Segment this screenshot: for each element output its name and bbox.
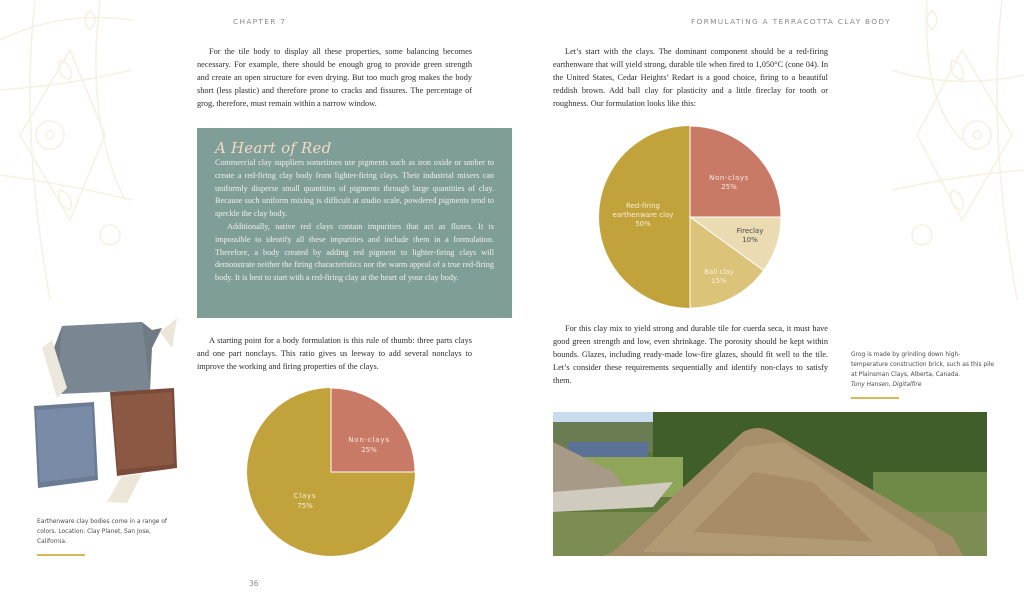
paragraph-text: Let’s start with the clays. The dominant component should be a red-firing earthenware that will yield strong, durable tile when fired to 1,050°C (cone 04). In the United States, Cedar Heights’ Redart is a good choice, firing to a beautiful reddish brown. Add ball clay for plasticity and a little fireclay for tooth or roughness. Our formulation looks like this: <box>553 47 828 108</box>
sidebar-paragraph-2: Additionally, native red clays contain impurities that act as fluxes. It is impossible to identify all these impurities and include them in a formulation. Therefore, a body created by adding red pigment to lighter-firing clays will demonstrate neither the firing characteristics nor the warm appeal of a true red-firing body. It is best to start with a red-firing clay at the heart of your clay body. <box>215 221 494 283</box>
grog-caption <box>851 350 996 399</box>
pie2-label-nonclays: Non-clays <box>709 174 749 182</box>
pie2-label-redfiring-1: Red-firing <box>626 202 660 210</box>
sidebar-title: A Heart of Red <box>215 139 332 157</box>
pie2-label-ballclay: Ball clay <box>704 268 734 276</box>
pie2-label-redfiring-2: earthenware clay <box>612 211 674 219</box>
intro-paragraph <box>197 46 472 111</box>
paragraph-text: A starting point for a body formulation is this rule of thumb: three parts clays and one part nonclays. This ratio gives us leeway to add several nonclays to improve the working and firing properties of the clays. <box>197 336 472 371</box>
pie2-label-fireclay: Fireclay <box>736 227 764 235</box>
pie-slice-nonclays <box>690 126 781 217</box>
decorative-ornament-right <box>892 0 1024 300</box>
clay-bags-photo <box>22 318 182 508</box>
decorative-ornament-left <box>0 0 132 300</box>
pie1-value-clays: 75% <box>297 502 313 510</box>
caption-accent-rule <box>37 554 85 556</box>
paragraph-text: For the tile body to display all these properties, some balancing becomes necessary. For example, there should be enough grog to provide green strength and create an open structure for even drying. But too much grog makes the body short (less plastic) and therefore prone to cracks and fissures. The percentage of grog, therefore, must remain within a narrow window. <box>197 47 472 108</box>
caption-text: Grog is made by grinding down high-temperature construction brick, such as this pile at Plainsman Clays, Alberta, Canada. <box>851 352 995 378</box>
sidebar-heart-of-red <box>197 128 512 318</box>
requirements-paragraph <box>553 323 828 388</box>
caption-text: Earthenware clay bodies come in a range of colors. Location: Clay Planet, San Jose, California. <box>37 519 167 545</box>
running-head-chapter: CHAPTER 7 <box>233 17 287 26</box>
pie2-value-redfiring: 50% <box>635 220 651 228</box>
caption-accent-rule <box>851 397 899 399</box>
paragraph-text: For this clay mix to yield strong and durable tile for cuerda seca, it must have good green strength and low, even shrinkage. The porosity should be kept within bounds. Glazes, including ready-made low-fire glazes, should fit well to the tile. Let’s consider these requirements sequentially and identify non-clays to satisfy them. <box>553 324 828 385</box>
pie-chart-clays-vs-nonclays <box>245 386 417 558</box>
sidebar-paragraph-1: Commercial clay suppliers sometimes use pigments such as iron oxide or umber to create a red-firing clay body from lighter-firing clays. Their industrial mixers can uniformly disperse small quantities of pigments through large quantities of clay. Because such uniform mixing is difficult at studio scale, powdered pigments tend to speckle the clay body. <box>215 158 494 219</box>
sidebar-body <box>215 157 494 285</box>
grog-pile-photo <box>553 412 987 556</box>
pie2-value-nonclays: 25% <box>721 183 737 191</box>
clays-paragraph <box>553 46 828 111</box>
pie-chart-formulation <box>597 124 783 310</box>
page-number: 36 <box>249 579 259 588</box>
pie1-label-clays: Clays <box>293 492 317 500</box>
clay-bags-caption <box>37 517 167 556</box>
pie-slice-nonclays <box>331 388 415 472</box>
pie1-value-nonclays: 25% <box>361 446 377 454</box>
photo-credit: Tony Hansen, Digitalfire <box>851 382 922 388</box>
pie2-value-fireclay: 10% <box>742 236 758 244</box>
pie2-value-ballclay: 15% <box>711 277 727 285</box>
running-head-section: FORMULATING A TERRACOTTA CLAY BODY <box>691 17 891 26</box>
rule-of-thumb-paragraph <box>197 335 472 374</box>
pie1-label-nonclays: Non-clays <box>348 436 390 444</box>
